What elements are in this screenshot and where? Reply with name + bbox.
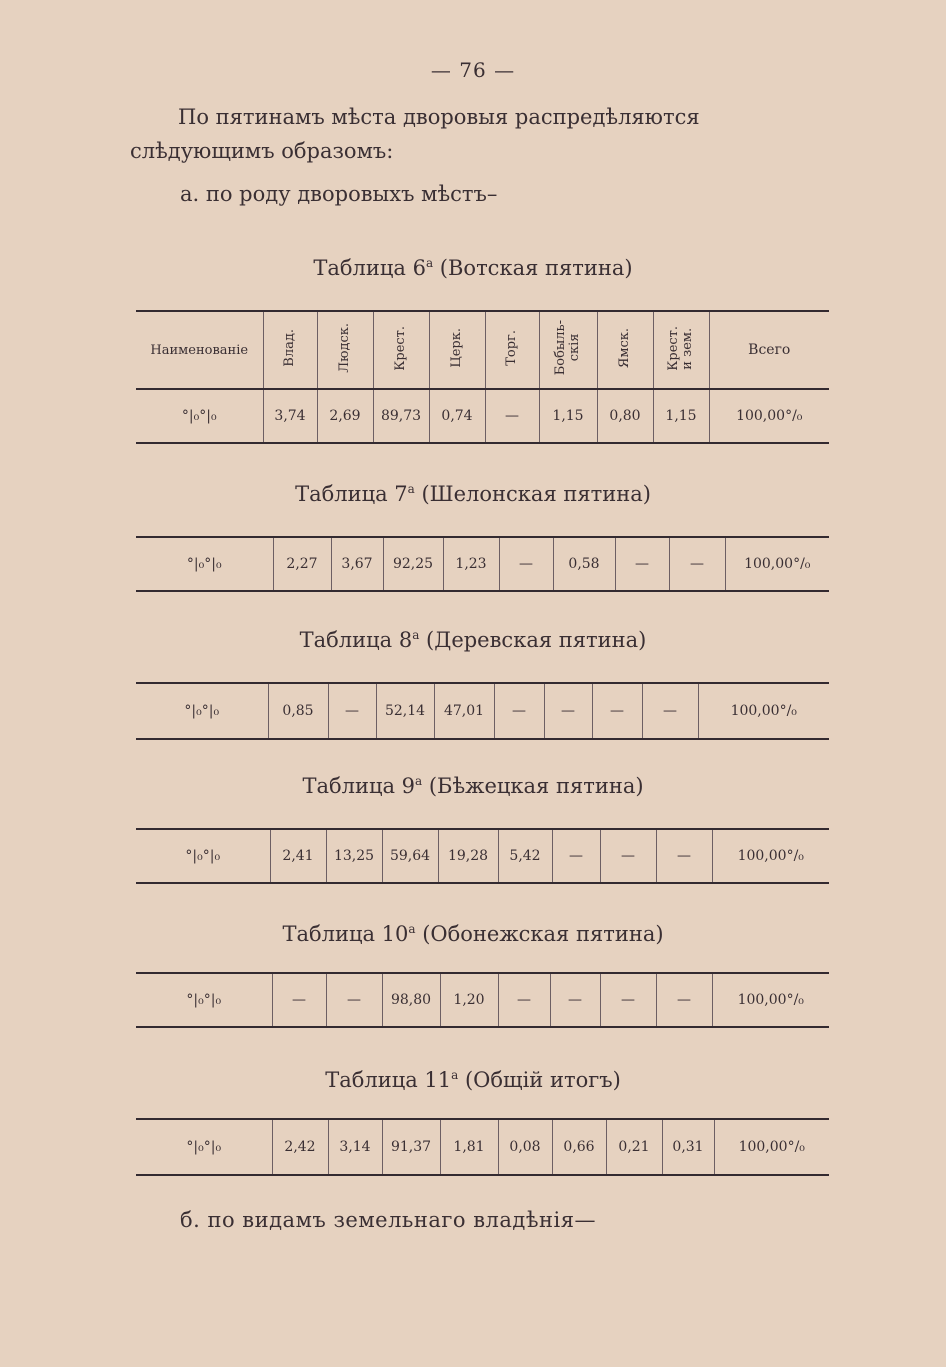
- cell: 100,00°/₀: [709, 389, 829, 443]
- cell: 3,67: [331, 537, 383, 591]
- cell: —: [552, 829, 600, 883]
- cell: 3,74: [263, 389, 317, 443]
- cell: °|₀°|₀: [136, 683, 268, 739]
- cell: 91,37: [382, 1119, 440, 1175]
- cell: —: [592, 683, 642, 739]
- table-title-sup: а: [407, 482, 415, 496]
- cell: —: [485, 389, 539, 443]
- table-9-title: [0, 774, 946, 798]
- cell: 2,41: [270, 829, 326, 883]
- cell: 0,21: [606, 1119, 662, 1175]
- cell: 0,08: [498, 1119, 552, 1175]
- cell: 0,85: [268, 683, 328, 739]
- table-title-prefix: Таблица 11: [325, 1068, 452, 1092]
- table-title-sup: а: [415, 774, 423, 788]
- table-title-prefix: Таблица 8: [299, 628, 413, 652]
- table-11-title: [0, 1068, 946, 1092]
- cell: —: [550, 973, 600, 1027]
- table-header-row: [136, 311, 829, 389]
- cell: —: [642, 683, 698, 739]
- header-name-label: Наименованіе: [150, 343, 249, 358]
- table-row: [136, 537, 829, 591]
- cell: —: [600, 829, 656, 883]
- header-col: [485, 311, 539, 389]
- page-number: — 76 —: [430, 58, 516, 82]
- cell: —: [494, 683, 544, 739]
- table-7-title: [0, 482, 946, 506]
- table-row: [136, 973, 829, 1027]
- cell: 1,15: [653, 389, 709, 443]
- cell: —: [600, 973, 656, 1027]
- cell: 47,01: [434, 683, 494, 739]
- cell: 52,14: [376, 683, 434, 739]
- header-col-label: Церк.: [449, 328, 464, 368]
- table-10: [136, 972, 829, 1028]
- table-row: [136, 683, 829, 739]
- header-col-label: Крест.: [393, 325, 408, 371]
- header-col: [263, 311, 317, 389]
- header-name: [136, 311, 263, 389]
- header-col-label: Крест. и зем.: [666, 325, 695, 371]
- table-title-prefix: Таблица 7: [295, 482, 408, 506]
- table-row: [136, 1119, 829, 1175]
- cell: —: [499, 537, 553, 591]
- header-total-label: Всего: [748, 342, 791, 358]
- header-col-label: Влад.: [282, 329, 297, 367]
- header-col: [539, 311, 597, 389]
- cell: 1,15: [539, 389, 597, 443]
- header-col: [317, 311, 373, 389]
- table-7: [136, 536, 829, 592]
- cell: 2,27: [273, 537, 331, 591]
- table-title-sup: а: [451, 1068, 459, 1082]
- cell: 5,42: [498, 829, 552, 883]
- header-col: [653, 311, 709, 389]
- cell: °|₀°|₀: [136, 537, 273, 591]
- cell: 100,00°/₀: [698, 683, 829, 739]
- cell: °|₀°|₀: [136, 1119, 272, 1175]
- table-title-sup: а: [412, 628, 420, 642]
- header-col: [429, 311, 485, 389]
- header-col-label: Ямск.: [617, 327, 632, 369]
- header-col-label: Торг.: [504, 330, 519, 366]
- cell: 0,66: [552, 1119, 606, 1175]
- section-b-heading: б. по видамъ земельнаго владѣнія—: [180, 1208, 596, 1232]
- cell: 0,74: [429, 389, 485, 443]
- table-title-prefix: Таблица 10: [282, 922, 409, 946]
- cell: —: [328, 683, 376, 739]
- cell: 13,25: [326, 829, 382, 883]
- table-8-title: [0, 628, 946, 652]
- cell: 100,00°/₀: [712, 973, 829, 1027]
- header-col-label: Бобыль- скія: [553, 320, 582, 376]
- cell: °|₀°|₀: [136, 389, 263, 443]
- cell: —: [326, 973, 382, 1027]
- cell: —: [544, 683, 592, 739]
- table-row: [136, 829, 829, 883]
- header-col: [597, 311, 653, 389]
- table-title-rest: (Общій итогъ): [458, 1068, 621, 1092]
- cell: 100,00°/₀: [725, 537, 829, 591]
- cell: 59,64: [382, 829, 438, 883]
- table-title-rest: (Шелонская пятина): [414, 482, 651, 506]
- cell: 19,28: [438, 829, 498, 883]
- cell: 1,23: [443, 537, 499, 591]
- table-11: [136, 1118, 829, 1176]
- table-9: [136, 828, 829, 884]
- cell: —: [656, 973, 712, 1027]
- table-title-prefix: Таблица 6: [313, 256, 426, 280]
- table-title-rest: (Обонежская пятина): [415, 922, 664, 946]
- header-total: [709, 311, 829, 389]
- header-col-label: Людск.: [337, 323, 352, 373]
- table-10-title: [0, 922, 946, 946]
- cell: 1,20: [440, 973, 498, 1027]
- section-a-heading: а. по роду дворовыхъ мѣстъ–: [180, 182, 498, 206]
- cell: —: [656, 829, 712, 883]
- table-8: [136, 682, 829, 740]
- table-6: [136, 310, 829, 444]
- cell: 0,58: [553, 537, 615, 591]
- cell: 1,81: [440, 1119, 498, 1175]
- cell: 2,42: [272, 1119, 328, 1175]
- cell: 98,80: [382, 973, 440, 1027]
- table-title-rest: (Вотская пятина): [433, 256, 633, 280]
- cell: 2,69: [317, 389, 373, 443]
- header-col: [373, 311, 429, 389]
- cell: —: [669, 537, 725, 591]
- cell: 0,31: [662, 1119, 714, 1175]
- table-6-title: [0, 256, 946, 280]
- cell: 3,14: [328, 1119, 382, 1175]
- cell: 100,00°/₀: [712, 829, 829, 883]
- cell: 92,25: [383, 537, 443, 591]
- cell: —: [615, 537, 669, 591]
- table-title-rest: (Бѣжецкая пятина): [422, 774, 644, 798]
- cell: 0,80: [597, 389, 653, 443]
- cell: —: [272, 973, 326, 1027]
- table-row: [136, 389, 829, 443]
- cell: 100,00°/₀: [714, 1119, 829, 1175]
- cell: —: [498, 973, 550, 1027]
- table-title-rest: (Деревская пятина): [419, 628, 647, 652]
- table-title-sup: а: [408, 922, 416, 936]
- table-title-prefix: Таблица 9: [302, 774, 416, 798]
- table-title-sup: а: [425, 256, 434, 270]
- cell: °|₀°|₀: [136, 973, 272, 1027]
- cell: 89,73: [373, 389, 429, 443]
- cell: °|₀°|₀: [136, 829, 270, 883]
- intro-paragraph: По пятинамъ мѣста дворовыя распредѣляются слѣдующимъ образомъ:: [130, 105, 700, 163]
